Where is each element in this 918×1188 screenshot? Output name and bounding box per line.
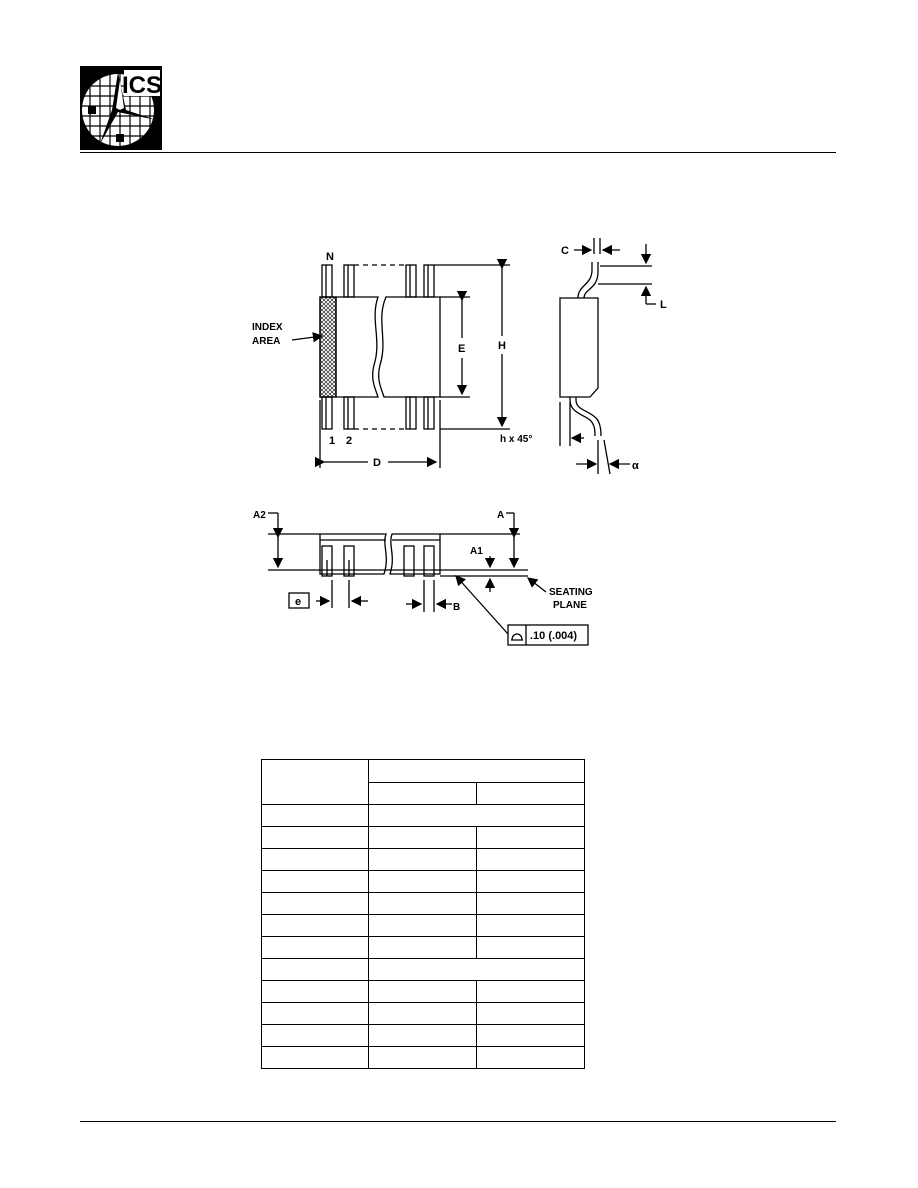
table-cell [262, 871, 369, 893]
table-cell [369, 959, 585, 981]
index-area-label-2: AREA [252, 336, 281, 347]
table-cell [369, 1003, 477, 1025]
lead [406, 265, 416, 297]
table-cell [262, 893, 369, 915]
table-cell [262, 981, 369, 1003]
table-cell [369, 760, 585, 783]
table-cell [262, 937, 369, 959]
table-cell [369, 915, 477, 937]
table-cell [369, 849, 477, 871]
table-cell [262, 1047, 369, 1069]
table-cell [477, 871, 585, 893]
table-row [262, 915, 585, 937]
dim-c-label: C [561, 245, 569, 257]
table-header-row [262, 760, 585, 783]
lead [322, 397, 332, 429]
logo-text: ICS [121, 72, 162, 99]
dim-a2-label: A2 [253, 510, 266, 521]
lead [424, 265, 434, 297]
table-cell [477, 981, 585, 1003]
pin-1-label: 1 [329, 435, 336, 447]
table-row [262, 981, 585, 1003]
table-cell [262, 827, 369, 849]
table-cell [477, 937, 585, 959]
table-cell [369, 782, 477, 805]
dim-alpha-label: α [632, 460, 639, 472]
table-cell [262, 849, 369, 871]
table-cell [262, 760, 369, 805]
dim-a-label: A [497, 510, 505, 521]
table-cell [262, 1025, 369, 1047]
dim-e-label: E [458, 343, 466, 355]
dim-l-label: L [660, 299, 667, 311]
lead [406, 397, 416, 429]
table-row [262, 871, 585, 893]
table-cell [369, 937, 477, 959]
table-row [262, 937, 585, 959]
table-cell [369, 827, 477, 849]
table-cell [369, 981, 477, 1003]
table-cell [477, 827, 585, 849]
package-body [379, 297, 440, 397]
table-cell [262, 915, 369, 937]
table-cell [369, 805, 585, 827]
dim-h45-label: h x 45° [500, 434, 533, 445]
lead [344, 397, 354, 429]
pin-n-label: N [326, 251, 334, 263]
index-area-hatch [320, 297, 336, 397]
table-row [262, 893, 585, 915]
dim-e-box-label: e [295, 596, 302, 608]
table-row [262, 1003, 585, 1025]
table-row [262, 827, 585, 849]
table-cell [369, 871, 477, 893]
table-row [262, 959, 585, 981]
table-cell [369, 1025, 477, 1047]
table-row [262, 849, 585, 871]
table-cell [477, 1025, 585, 1047]
table-cell [477, 893, 585, 915]
table-cell [262, 959, 369, 981]
lead [344, 265, 354, 297]
dim-a1-label: A1 [470, 546, 483, 557]
dim-h-label: H [498, 340, 506, 352]
footer-rule [80, 1121, 836, 1122]
table-cell [477, 782, 585, 805]
lead [322, 265, 332, 297]
table-cell [262, 805, 369, 827]
side-body [560, 298, 598, 397]
dim-d-label: D [373, 457, 381, 469]
table-row [262, 1047, 585, 1069]
table-cell [262, 1003, 369, 1025]
lead [424, 397, 434, 429]
index-area-label-1: INDEX [252, 322, 283, 333]
table-cell [369, 1047, 477, 1069]
table-row [262, 1025, 585, 1047]
table-cell [477, 915, 585, 937]
dimensions-table [261, 759, 585, 1069]
table-cell [369, 893, 477, 915]
dim-b-label: B [453, 602, 461, 613]
table-row [262, 805, 585, 827]
flatness-value: .10 (.004) [530, 630, 578, 642]
table-cell [477, 1047, 585, 1069]
table-cell [477, 849, 585, 871]
seating-plane-label-2: PLANE [553, 600, 587, 611]
pin-2-label: 2 [346, 435, 353, 447]
seating-plane-label-1: SEATING [549, 587, 593, 598]
table-cell [477, 1003, 585, 1025]
